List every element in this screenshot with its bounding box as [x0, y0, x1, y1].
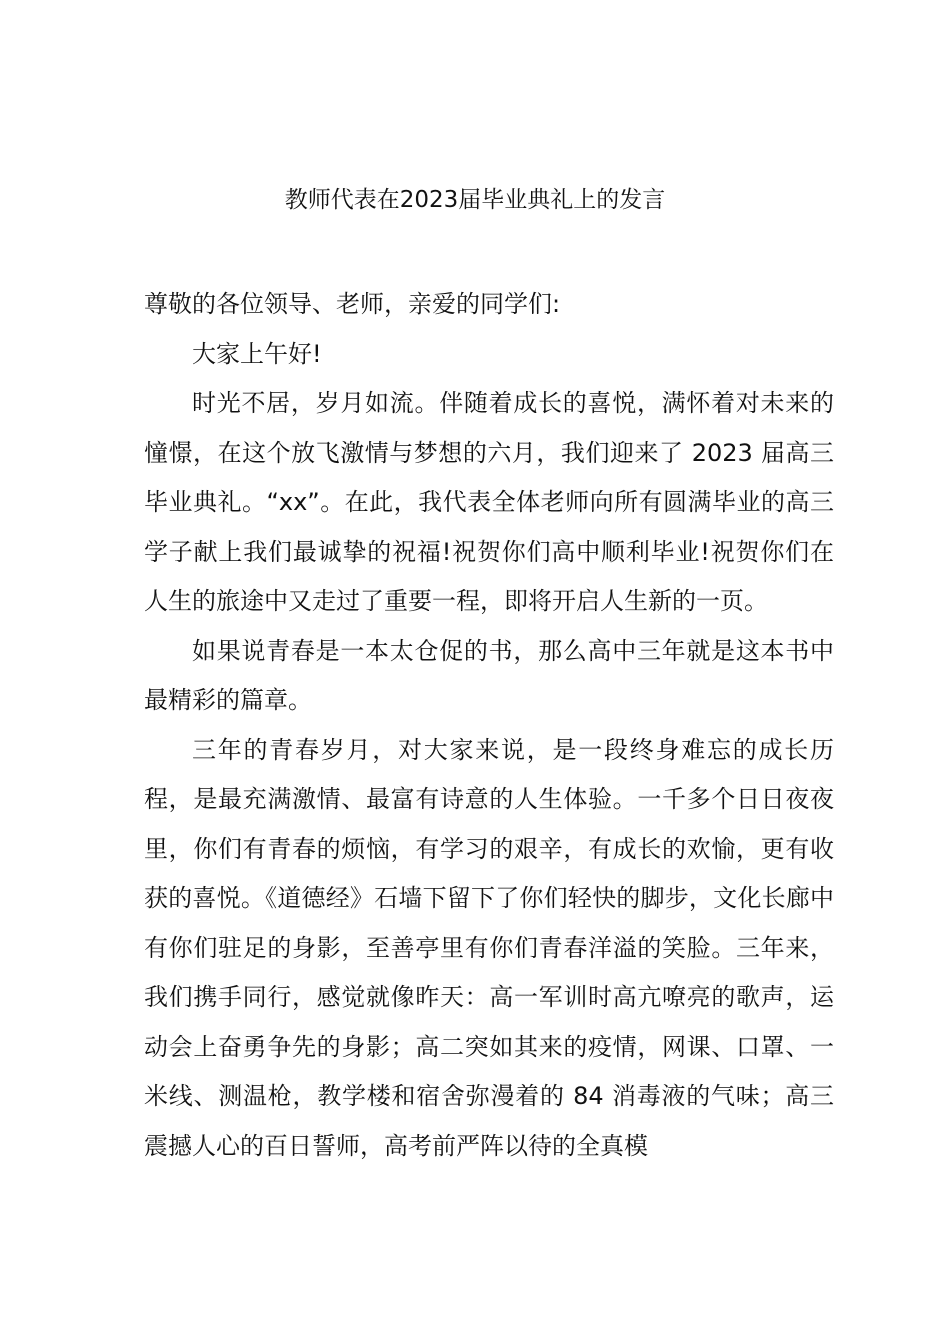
salutation: 尊敬的各位领导、老师，亲爱的同学们:: [144, 290, 561, 318]
paragraph-youth-book: 如果说青春是一本太仓促的书，那么高中三年就是这本书中最精彩的篇章。: [144, 636, 834, 714]
paragraph-opening: 时光不居，岁月如流。伴随着成长的喜悦，满怀着对未来的憧憬，在这个放飞激情与梦想的六月，我们迎来了 2023 届高三毕业典礼。“xx”。在此，我代表全体老师向所有圆满毕业的高三学子献上我们最诚挚的祝福!祝贺你们高中顺利毕业!祝贺你们在人生的旅途中又走过了重要一程，即将开启人生新的一页。: [144, 389, 834, 615]
document-title: 教师代表在2023届毕业典礼上的发言: [284, 187, 666, 213]
paragraph-three-years: 三年的青春岁月，对大家来说，是一段终身难忘的成长历程，是最充满激情、最富有诗意的人生体验。一千多个日日夜夜里，你们有青春的烦恼，有学习的艰辛，有成长的欢愉，更有收获的喜悦。《道德经》石墙下留下了你们轻快的脚步，文化长廊中有你们驻足的身影，至善亭里有你们青春洋溢的笑脸。三年来，我们携手同行，感觉就像昨天：高一军训时高亢嘹亮的歌声，运动会上奋勇争先的身影；高二突如其来的疫情，网课、口罩、一米线、测温枪，教学楼和宿舍弥漫着的 84 消毒液的气味；高三震撼人心的百日誓师，高考前严阵以待的全真模: [144, 735, 834, 1160]
document-body: [144, 280, 834, 1171]
paragraph-greeting: 大家上午好!: [192, 339, 322, 368]
